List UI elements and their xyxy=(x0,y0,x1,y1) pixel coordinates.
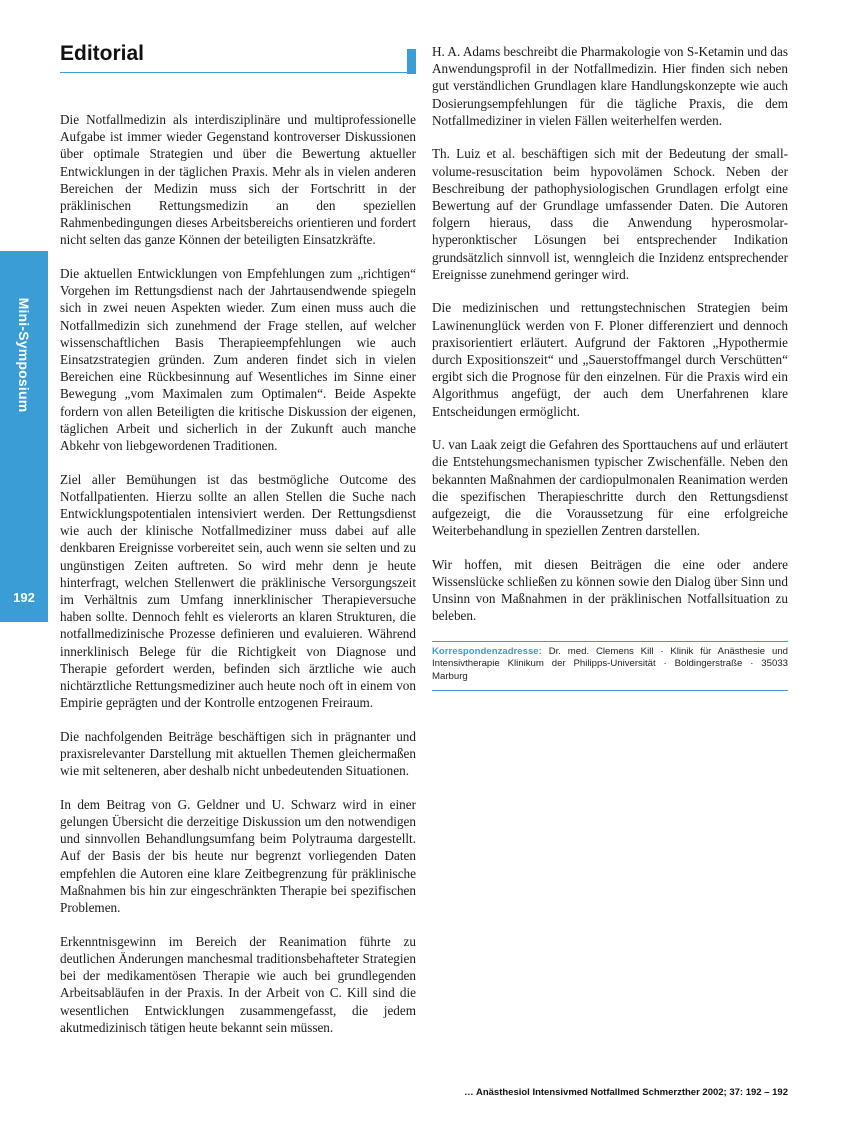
paragraph: Die Notfallmedizin als interdisziplinäre und multiprofessionelle Aufgabe ist immer wieder Gegenstand kontroverser Diskussionen über optimale Strategien und über die Bewertung aktueller Entwicklungen in der täglichen Praxis. Mehr als in vielen anderen Bereichen der Medizin muss sich der Fortschritt in der präklinischen Rettungsmedizin an den speziellen Rahmenbedingungen dieses Arbeitsbereichs orientieren und fordert nicht selten das ganze Können der beteiligten Einsatzkräfte. xyxy=(60,112,416,248)
paragraph: Die aktuellen Entwicklungen von Empfehlungen zum „richtigen“ Vorgehen im Rettungsdienst nach der Jahrtausendwende spiegeln sich in zwei neuen Aspekten wieder. Zum einen muss auch die Notfallmedizin sich zunehmend der Frage stellen, auf welcher wissenschaftlichen Basis Therapieempfehlungen wie auch Einsatzstrategien gründen. Zum anderen findet sich in vielen Bereichen eine Rückbesinnung auf Wesentliches im Sinne einer Bewegung „vom Maximalen zum Optimalen“. Beide Aspekte fordern von allen Beteiligten die kritische Diskussion der eigenen, täglichen Arbeit und sicherlich in der Zukunft auch manche Abkehr von liebgewordenen Traditionen. xyxy=(60,266,416,454)
left-column xyxy=(60,111,416,1052)
paragraph: In dem Beitrag von G. Geldner und U. Schwarz wird in einer gelungen Übersicht die derzeitige Diskussion um den notwendigen und sinnvollen Behandlungsumfang beim Polytrauma dargestellt. Auf der Basis der bis heute nur begrenzt vorliegenden Daten empfehlen die Autoren eine klare Zeitbegrenzung für präklinische Maßnahmen bis hin zur eingeschränkten Therapie bei spezifischen Problemen. xyxy=(60,796,416,916)
paragraph: Th. Luiz et al. beschäftigen sich mit der Bedeutung der small-volume-resuscitation beim hypovolämen Schock. Neben der Beschreibung der pathophysiologischen Grundlagen erfolgt eine Bewertung auf der Grundlage umfassender Daten. Die Autoren folgern hieraus, dass die Anwendung hyperosmolar-hyperonktischer Lösungen bei entsprechender Indikation grundsätzlich sinnvoll ist, wenngleich die Inzidenz entsprechender Ereignisse zunehmend geringer wird. xyxy=(432,146,788,282)
correspondence-label: Korrespondenzadresse: xyxy=(432,646,542,657)
right-column xyxy=(432,43,788,641)
paragraph: Ziel aller Bemühungen ist das bestmögliche Outcome des Notfallpatienten. Hierzu sollte an allen Stellen die Suche nach Entwicklungspotentialen intensiviert werden. Der Rettungsdienst wie auch der klinische Notfallmediziner muss dabei auf alle denkbaren Ereignisse vorbereitet sein, auch wenn sie selten und zu ungünstigen Zeiten auftreten. So wird mehr denn je heute hinterfragt, welchen Stellenwert die präklinische Versorgungszeit im Verhältnis zum Umfang innerklinischer Therapieversuche haben sollte. Dennoch fehlt es vielerorts an klaren Strukturen, die notfallmedizinische Prozesse definieren und evaluieren. Während innerklinisch Belege für die Richtigkeit von Diagnose und Therapie gefordert werden, befinden sich ärztliche wie auch nichtärztliche Rettungsmediziner auch heute noch oft in einem von Empirie geprägten und der Kontrolle entzogenen Freiraum. xyxy=(60,471,416,711)
title-accent-bar xyxy=(407,49,416,74)
paragraph: Erkenntnisgewinn im Bereich der Reanimation führte zu deutlichen Änderungen manchesmal traditionsbehafteter Strategien bei der medikamentösen Therapie wie auch bei grundlegenden Arbeitsabläufen in der Praxis. In der Arbeit von C. Kill sind die wesentlichen Entwicklungen zusammengefasst, die jedem akutmedizinisch tätigen heute bekannt sein müssen. xyxy=(60,933,416,1035)
page-title: Editorial xyxy=(60,42,145,65)
paragraph: Die medizinischen und rettungstechnischen Strategien beim Lawinenunglück werden von F. Ploner differenziert und dennoch praxisorientiert erläutert. Aufgrund der Faktoren „Hypothermie durch Expositionszeit“ und „Sauerstoffmangel durch Verschütten“ ergibt sich die Prognose für den einzelnen. Für die Praxis wird ein Algorithmus angefügt, der auch dem Unerfahrenen klare Entscheidungen ermöglicht. xyxy=(432,300,788,419)
section-label: Mini-Symposium xyxy=(16,297,32,413)
paragraph: H. A. Adams beschreibt die Pharmakologie von S-Ketamin und das Anwendungsprofil in der Notfallmedizin. Hier finden sich neben gut verständlichen Grundlagen klare Handlungskonzepte wie auch Dosierungsempfehlungen für die tägliche Praxis, die dem Notfallmediziner in vielen Fällen weiterhelfen werden. xyxy=(432,44,788,128)
journal-footer: … Anästhesiol Intensivmed Notfallmed Schmerzther 2002; 37: 192 – 192 xyxy=(464,1087,788,1098)
paragraph: U. van Laak zeigt die Gefahren des Sporttauchens auf und erläutert die Entstehungsmechanismen typischer Zwischenfälle. Neben den bekannten Maßnahmen der cardiopulmonalen Reanimation werden die spezifischen Therapieschritte durch den Rettungsdienst aufgezeigt, die die Voraussetzung für eine erfolgreiche Weiterbehandlung in speziellen Zentren darstellen. xyxy=(432,437,788,539)
page-number: 192 xyxy=(13,590,35,605)
correspondence-text: Dr. med. Clemens Kill · Klinik für Anästhesie und Intensivtherapie Klinikum der Philipps-Universität · Boldingerstraße · 35033 Marburg xyxy=(432,646,788,682)
section-tab xyxy=(0,251,48,622)
paragraph: Die nachfolgenden Beiträge beschäftigen sich in prägnanter und praxisrelevanter Darstellung mit aktuellen Themen gleichermaßen wie mit selteneren, aber deshalb nicht unbedeutenden Situationen. xyxy=(60,728,416,779)
title-underline xyxy=(60,72,410,73)
paragraph: Wir hoffen, mit diesen Beiträgen die eine oder andere Wissenslücke schließen zu können sowie den Dialog über Sinn und Unsinn von Maßnahmen in der präklinischen Notfallsituation zu beleben. xyxy=(432,556,788,624)
correspondence-box xyxy=(432,641,788,691)
